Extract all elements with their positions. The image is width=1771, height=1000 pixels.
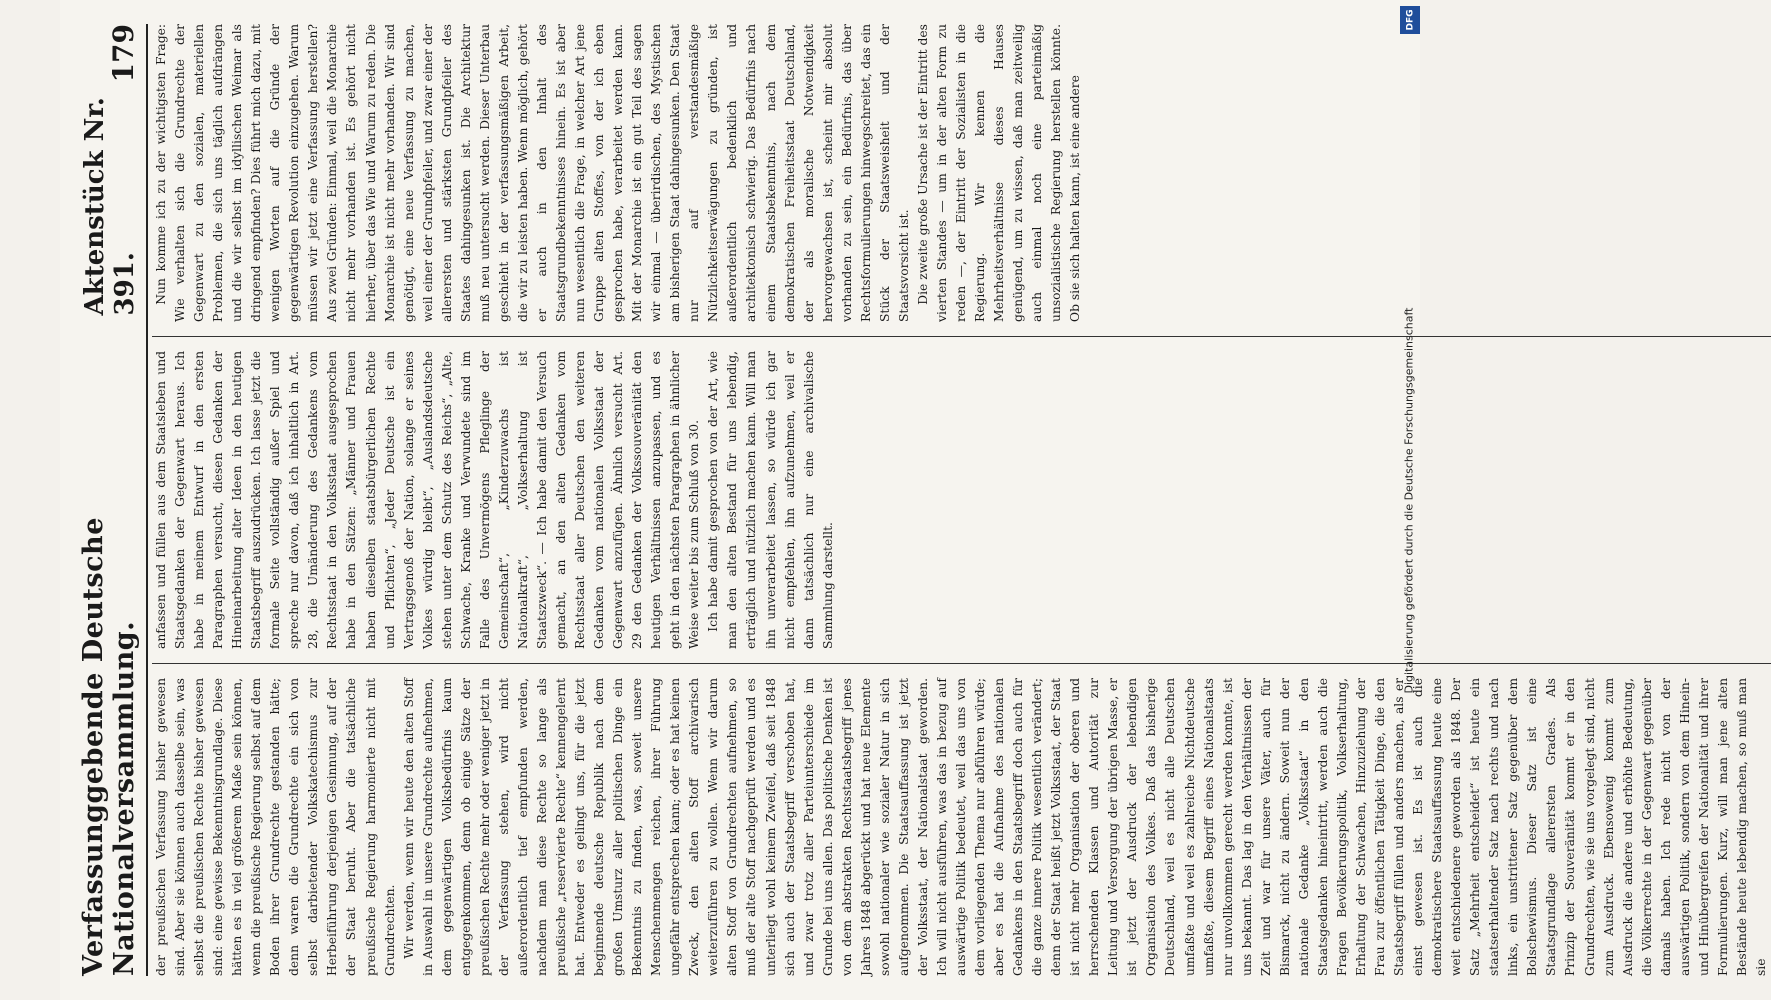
paragraph: Nun komme ich zu der wichtigsten Frage: Wie verhalten sich die Grundrechte der Gegenwart zu den sozialen, materiellen Problemen, die sich uns täglich aufdrängen und die wir selbst im idyllischen Weimar als dringend empfinden? Dies führt mich dazu, mit wenigen Worten auf die Gründe der gegenwärtigen Revolution einzugehen. Warum müssen wir jetzt eine Verfassung herstellen? Aus zwei Gründen: Einmal, weil die Monarchie nicht mehr vorhanden ist. Es gehört nicht hierher, über das Wie und Warum zu reden. Die Monarchie ist nicht mehr vorhanden. Wir sind genötigt, eine neue Verfassung zu machen, weil einer der Grundpfeiler, und zwar einer der allerersten und stärksten Grundpfeiler des Staates dahingesunken ist. Die Architektur muß neu untersucht werden. Dieser Unterbau geschieht in der verfassungsmäßigen Arbeit, die wir zu leisten haben. Wenn möglich, gehört er auch in den Inhalt des Staatsgrundbekenntnisses hinein. Es ist aber nun wesentlich die Frage, in welcher Art jene Gruppe alten Stoffes, von der ich eben gesprochen habe, verarbeitet werden kann. Mit der Monarchie ist ein gut Teil des sagen wir einmal — überirdischen, des Mystischen am bisherigen Staat dahingesunken. Den Staat nur auf verstandesmäßige Nützlichkeitserwägungen zu gründen, ist außerordentlich bedenklich und architektonisch schwierig. Das Bedürfnis nach einem Staatsbekenntnis, nach dem demokratischen Freiheitsstaat Deutschland, der als moralische Notwendigkeit hervorgewachsen ist, scheint mir absolut vorhanden zu sein, ein Bedürfnis, das über Rechtsformulierungen hinwegschreitet, das ein Stück der Staatsweisheit und der Staatsvorsicht ist. xyxy=(154,24,911,322)
document-page xyxy=(60,0,1768,1000)
column-1 xyxy=(152,678,1771,976)
document-reference: Aktenstück Nr. 391. xyxy=(80,97,140,316)
paragraph: Wir werden, wenn wir heute den alten Stoff in Auswahl in unsere Grundrechte aufnehmen, dem gegenwärtigen Volksbedürfnis kaum entgegenkommen, denn ob einige Sätze der preußischen Rechte mehr oder weniger jetzt in der Verfassung stehen, wird nicht außerordentlich tief empfunden werden, nachdem man diese Rechte so lange als preußische „reservierte Rechte“ kennengelernt hat. Entweder es gelingt uns, für die jetzt beginnende deutsche Republik nach dem großen Umsturz aller politischen Dinge ein Bekenntnis zu finden, was, soweit unsere Menschenmengen reichen, ihrer Führung ungefähr entsprechen kann; oder es hat keinen Zweck, den alten Stoff archivarisch weiterzuführen zu wollen. Wenn wir darum alten Stoff von Grundrechten aufnehmen, so muß der alte Stoff nachgeprüft werden und es unterliegt wohl keinem Zweifel, daß seit 1848 sich auch der Staatsbegriff verschoben hat, und zwar trotz aller Parteiunterschiede im Grunde bei uns allen. Das politische Denken ist von dem abstrakten Rechtsstaatsbegriff jenes Jahres 1848 abgerückt und hat neue Elemente sowohl nationaler wie sozialer Natur in sich aufgenommen. Die Staatsauffassung ist jetzt der Volksstaat, der Nationalstaat geworden. Ich will nicht ausführen, was das in bezug auf auswärtige Politik bedeutet, weil das uns von dem vorliegenden Thema nur abführen würde; aber es hat die Aufnahme des nationalen Gedankens in den Staatsbegriff doch auch für die ganze innere Politik wesentlich verändert; denn der Staat heißt jetzt Volksstaat, der Staat ist nicht mehr Organisation der oberen und herrschenden Klassen und Autorität zur Leitung und Versorgung der übrigen Masse, er ist jetzt der Ausdruck der lebendigen Organisation des Volkes. Daß das bisherige Deutschland, weil es nicht alle Deutschen umfaßte und weil es zahlreiche Nichtdeutsche umfaßte, diesem Begriff eines Nationalstaats nur unvollkommen gerecht werden konnte, ist uns bekannt. Das lag in den Verhältnissen der Zeit und war für unsere Väter, auch für Bismarck, nicht zu ändern. Soweit nun der nationale Gedanke „Volksstaat“ in den Staatsgedanken hineintritt, werden auch die Fragen Bevölkerungspolitik, Volkserhaltung, Erhaltung der Schwachen, Hinzuziehung der Frau zur öffentlichen Tätigkeit Dinge, die den Staatsbegriff füllen und anders machen, als er einst gewesen ist. Es ist auch die demokratischere Staatsauffassung heute eine weit entschiedenere geworden als 1848. Der Satz „Mehrheit entscheidet“ ist heute ein staatserhaltender Satz nach rechts und nach links, ein unstrittener Satz gegenüber dem Bolschewismus. Dieser Satz ist eine Staatsgrundlage allerersten Grades. Als Prinzip der Souveränität kommt er in den Grundrechten, wie sie uns vorgelegt sind, nicht zum Ausdruck. Ebensowenig kommt zum Ausdruck die andere und erhöhte Bedeutung, die Völkerrechte in der Gegenwart gegenüber damals haben. Ich rede nicht von der auswärtigen Politik, sondern von dem Hinein- und Hinübergreifen der Nationalität und ihrer Formulierungen. Kurz, will man jene alten Bestände heute lebendig machen, so muß man sie xyxy=(401,678,1768,976)
dfg-logo: DFG xyxy=(1400,6,1420,34)
paragraph: Die zweite große Ursache ist der Eintritt des vierten Standes — um in der alten Form zu reden —, der Eintritt der Sozialisten in die Regierung. Wir kennen die Mehrheitsverhältnisse dieses Hauses genügend, um zu wissen, daß man zeitweilig auch einmal noch eine parteimäßig unsozialistische Regierung herstellen könnte. Ob sie sich halten kann, ist eine andere xyxy=(915,24,1083,322)
page-header xyxy=(78,24,148,976)
digitization-credit xyxy=(1394,0,1424,1000)
credit-text: Digitalisierung gefördert durch die Deutsche Forschungsgemeinschaft xyxy=(1402,307,1416,693)
column-3 xyxy=(152,24,1771,322)
running-title: Verfassunggebende Deutsche Nationalversammlung. xyxy=(78,517,140,976)
paragraph: Ich habe damit gesprochen von der Art, wie man den alten Bestand für uns lebendig, erträglich und nützlich machen kann. Will man ihn unverarbeitet lassen, so würde ich gar nicht empfehlen, ihn aufzunehmen, weil er dann tatsächlich nur eine archivalische Sammlung darstellt. xyxy=(706,351,835,649)
page-number: 179 xyxy=(107,24,140,83)
column-divider xyxy=(152,663,1771,664)
paragraph: der preußischen Verfassung bisher gewesen sind. Aber sie können auch dasselbe sein, was selbst die preußischen Rechte bisher gewesen sind: eine gewisse Bekenntnisgrundlage. Diese hätten es in viel größerem Maße sein können, wenn die preußische Regierung selbst auf dem Boden ihrer Grundrechte gestanden hätte; denn waren die Grundrechte ein sich von selbst darbietender Volkskatechismus zur Herbeiführung derjenigen Gesinnung, auf der der Staat beruht. Aber die tatsächliche preußische Regierung harmonierte nicht mit Grundrechten. xyxy=(154,678,397,976)
paragraph: anfassen und füllen aus dem Staatsleben und Staatsgedanken der Gegenwart heraus. Ich habe in meinem Entwurf in den ersten Paragraphen versucht, diesen Gedanken der Hineinarbeitung alter Ideen in den heutigen Staatsbegriff auszudrücken. Ich lasse jetzt die formale Seite vollständig außer Spiel und spreche nur davon, daß ich inhaltlich in Art. 28, die Umänderung des Gedankens vom Rechtsstaat in den Volksstaat ausgesprochen habe in den Sätzen: „Männer und Frauen haben dieselben staatsbürgerlichen Rechte und Pflichten“, „Jeder Deutsche ist ein Vertragsgenoß der Nation, solange er seines Volkes würdig bleibt“, „Auslandsdeutsche stehen unter dem Schutz des Reichs“, „Alte, Schwache, Kranke und Verwundete sind im Falle des Unvermögens Pfleglinge der Gemeinschaft“, „Kinderzuwachs ist Nationalkraft“, „Volkserhaltung ist Staatszweck“. — Ich habe damit den Versuch gemacht, an den alten Gedanken vom Rechtsstaat aller Deutschen den weiteren Gedanken vom nationalen Volksstaat der Gegenwart anzufügen. Ähnlich versucht Art. 29 den Gedanken der Volkssouveränität den heutigen Verhältnissen anzupassen, und es geht in den nächsten Paragraphen in ähnlicher Weise weiter bis zum Schluß von 30. xyxy=(154,351,702,649)
column-2 xyxy=(152,351,1771,649)
column-divider xyxy=(152,336,1771,337)
